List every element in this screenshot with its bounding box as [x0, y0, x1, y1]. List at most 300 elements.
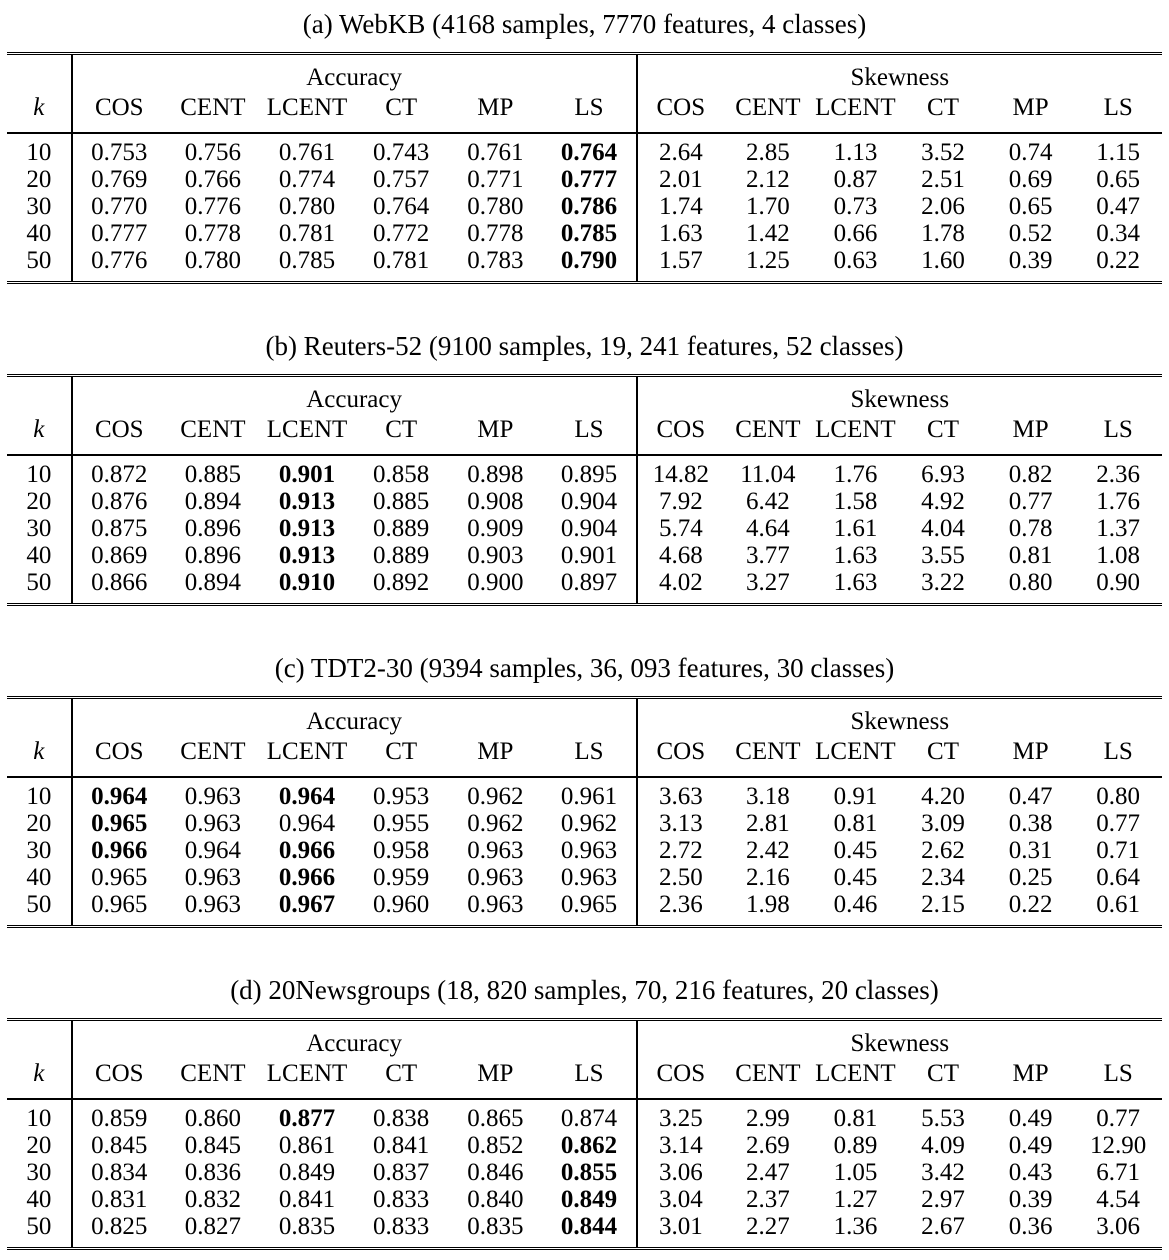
accuracy-cell: 0.849 [278, 1159, 336, 1186]
accuracy-cell: 0.898 [467, 461, 524, 488]
skewness-cell: 2.12 [746, 166, 790, 193]
skewness-cell: 0.46 [833, 891, 878, 918]
accuracy-cell: 0.876 [72, 488, 166, 515]
accuracy-cell: 0.743 [373, 139, 430, 166]
corner-cell [7, 698, 72, 738]
skewness-cell: 0.49 [1008, 1105, 1053, 1132]
table-row [7, 1186, 1162, 1213]
col-header-skewness-ct: CT [899, 415, 987, 455]
table-caption-tdt2-30: (c) TDT2-30 (9394 samples, 36, 093 features, 30 classes) [274, 653, 895, 683]
skewness-cell: 0.74 [1008, 139, 1053, 166]
table-row [7, 891, 1162, 927]
skewness-cell: 1.70 [746, 193, 790, 220]
col-header-skewness-lcent: LCENT [812, 415, 900, 455]
col-header-skewness-lcent: LCENT [812, 1059, 900, 1099]
col-header-accuracy-mp: MP [448, 1059, 542, 1099]
k-value-cell: 40 [26, 220, 52, 247]
accuracy-cell: 0.963 [467, 837, 524, 864]
col-header-skewness-cent: CENT [724, 93, 812, 133]
col-header-skewness-mp: MP [987, 1059, 1075, 1099]
skewness-cell: 1.63 [833, 542, 878, 569]
group-header-accuracy: Accuracy [72, 698, 637, 738]
skewness-cell: 1.76 [1096, 488, 1141, 515]
col-header-accuracy-cos: COS [72, 415, 166, 455]
col-header-skewness-ls: LS [1074, 1059, 1162, 1099]
accuracy-cell: 0.844 [560, 1213, 618, 1240]
accuracy-cell: 0.862 [560, 1132, 618, 1159]
accuracy-cell: 0.964 [72, 777, 166, 810]
accuracy-cell: 0.836 [184, 1159, 242, 1186]
skewness-cell: 0.81 [833, 810, 878, 837]
skewness-cell: 4.20 [921, 783, 965, 810]
accuracy-cell: 0.781 [373, 247, 430, 274]
accuracy-cell: 0.776 [72, 247, 166, 283]
accuracy-cell: 0.900 [467, 569, 524, 596]
col-header-accuracy-mp: MP [448, 737, 542, 777]
skewness-cell: 2.15 [921, 891, 965, 918]
skewness-cell: 0.63 [833, 247, 878, 274]
accuracy-cell: 0.834 [72, 1159, 166, 1186]
skewness-cell: 2.37 [746, 1186, 790, 1213]
skewness-cell: 0.45 [833, 837, 878, 864]
skewness-cell: 0.38 [1008, 810, 1053, 837]
skewness-cell: 1.74 [637, 193, 725, 220]
col-header-accuracy-cent: CENT [166, 737, 260, 777]
table-row [7, 810, 1162, 837]
k-value-cell: 40 [26, 1186, 52, 1213]
skewness-cell: 0.43 [1008, 1159, 1053, 1186]
skewness-cell: 0.66 [833, 220, 878, 247]
accuracy-cell: 0.885 [373, 488, 430, 515]
k-value-cell: 50 [26, 891, 52, 918]
results-table-webkb [7, 52, 1162, 284]
accuracy-cell: 0.866 [72, 569, 166, 605]
skewness-cell: 0.36 [1008, 1213, 1053, 1240]
skewness-cell: 0.69 [1008, 166, 1053, 193]
accuracy-cell: 0.869 [72, 542, 166, 569]
table-row [7, 542, 1162, 569]
group-header-row [7, 1020, 1162, 1060]
skewness-cell: 0.39 [1008, 247, 1053, 274]
accuracy-cell: 0.769 [72, 166, 166, 193]
skewness-cell: 3.06 [637, 1159, 725, 1186]
column-header-row [7, 737, 1162, 777]
accuracy-cell: 0.901 [278, 461, 336, 488]
skewness-cell: 6.42 [746, 488, 790, 515]
col-header-accuracy-ls: LS [542, 737, 636, 777]
skewness-cell: 0.25 [1008, 864, 1053, 891]
accuracy-cell: 0.913 [278, 542, 336, 569]
accuracy-cell: 0.910 [278, 569, 336, 596]
accuracy-cell: 0.965 [72, 864, 166, 891]
accuracy-cell: 0.783 [467, 247, 524, 274]
skewness-cell: 3.04 [637, 1186, 725, 1213]
results-table-20newsgroups [7, 1018, 1162, 1250]
skewness-cell: 1.60 [921, 247, 965, 274]
group-header-accuracy: Accuracy [72, 1020, 637, 1060]
accuracy-cell: 0.790 [560, 247, 618, 274]
accuracy-cell: 0.904 [560, 515, 618, 542]
accuracy-cell: 0.889 [373, 515, 430, 542]
table-row [7, 1099, 1162, 1132]
accuracy-cell: 0.892 [373, 569, 430, 596]
accuracy-cell: 0.965 [560, 891, 618, 918]
skewness-cell: 4.09 [921, 1132, 965, 1159]
col-header-accuracy-ct: CT [354, 1059, 448, 1099]
skewness-cell: 0.81 [833, 1105, 878, 1132]
accuracy-cell: 0.955 [373, 810, 430, 837]
col-header-accuracy-mp: MP [448, 415, 542, 455]
table-row [7, 1213, 1162, 1249]
col-header-accuracy-lcent: LCENT [260, 93, 354, 133]
accuracy-cell: 0.840 [467, 1186, 524, 1213]
accuracy-cell: 0.961 [560, 783, 618, 810]
accuracy-cell: 0.838 [373, 1105, 430, 1132]
col-header-skewness-cos: COS [637, 415, 725, 455]
table-row [7, 1159, 1162, 1186]
table-section-tdt2-30 [7, 652, 1162, 928]
skewness-cell: 3.14 [637, 1132, 725, 1159]
col-header-accuracy-ls: LS [542, 415, 636, 455]
skewness-cell: 14.82 [637, 455, 725, 488]
col-header-skewness-mp: MP [987, 415, 1075, 455]
group-header-skewness: Skewness [637, 698, 1162, 738]
table-row [7, 569, 1162, 605]
table-section-webkb [7, 8, 1162, 284]
skewness-cell: 2.36 [637, 891, 725, 927]
accuracy-cell: 0.781 [278, 220, 336, 247]
accuracy-cell: 0.904 [560, 488, 618, 515]
corner-cell [7, 54, 72, 94]
accuracy-cell: 0.965 [72, 891, 166, 927]
accuracy-cell: 0.963 [560, 837, 618, 864]
col-header-accuracy-cent: CENT [166, 1059, 260, 1099]
skewness-cell: 4.68 [637, 542, 725, 569]
accuracy-cell: 0.963 [467, 864, 524, 891]
accuracy-cell: 0.761 [467, 139, 524, 166]
accuracy-cell: 0.855 [560, 1159, 618, 1186]
skewness-cell: 4.54 [1096, 1186, 1141, 1213]
skewness-cell: 1.58 [833, 488, 878, 515]
col-header-skewness-ct: CT [899, 737, 987, 777]
skewness-cell: 0.91 [833, 783, 878, 810]
accuracy-cell: 0.780 [184, 247, 242, 274]
table-caption-webkb: (a) WebKB (4168 samples, 7770 features, 4 classes) [302, 9, 867, 39]
accuracy-cell: 0.771 [467, 166, 524, 193]
accuracy-cell: 0.778 [467, 220, 524, 247]
group-header-row [7, 54, 1162, 94]
k-value-cell: 50 [26, 247, 52, 274]
accuracy-cell: 0.963 [560, 864, 618, 891]
skewness-cell: 1.25 [746, 247, 790, 274]
skewness-cell: 0.71 [1096, 837, 1141, 864]
accuracy-cell: 0.858 [373, 461, 430, 488]
skewness-cell: 0.52 [1008, 220, 1053, 247]
skewness-cell: 2.06 [921, 193, 965, 220]
col-header-skewness-ls: LS [1074, 93, 1162, 133]
corner-cell [7, 1020, 72, 1060]
k-value-cell: 40 [26, 542, 52, 569]
accuracy-cell: 0.774 [278, 166, 336, 193]
table-row [7, 837, 1162, 864]
accuracy-cell: 0.963 [184, 810, 242, 837]
accuracy-cell: 0.960 [373, 891, 430, 918]
col-header-accuracy-cos: COS [72, 737, 166, 777]
accuracy-cell: 0.778 [184, 220, 242, 247]
accuracy-cell: 0.966 [278, 864, 336, 891]
skewness-cell: 3.55 [921, 542, 965, 569]
accuracy-cell: 0.963 [467, 891, 524, 918]
table-row [7, 455, 1162, 488]
col-header-k: k [7, 93, 72, 133]
accuracy-cell: 0.872 [72, 455, 166, 488]
accuracy-cell: 0.835 [278, 1213, 336, 1240]
skewness-cell: 0.89 [833, 1132, 878, 1159]
accuracy-cell: 0.757 [373, 166, 430, 193]
skewness-cell: 1.27 [833, 1186, 878, 1213]
skewness-cell: 6.71 [1096, 1159, 1141, 1186]
accuracy-cell: 0.966 [72, 837, 166, 864]
skewness-cell: 3.63 [637, 777, 725, 810]
accuracy-cell: 0.761 [278, 139, 336, 166]
accuracy-cell: 0.964 [278, 810, 336, 837]
accuracy-cell: 0.903 [467, 542, 524, 569]
skewness-cell: 1.57 [637, 247, 725, 283]
group-header-skewness: Skewness [637, 376, 1162, 416]
accuracy-cell: 0.865 [467, 1105, 524, 1132]
skewness-cell: 4.92 [921, 488, 965, 515]
accuracy-cell: 0.776 [184, 193, 242, 220]
skewness-cell: 0.77 [1096, 810, 1141, 837]
skewness-cell: 1.05 [833, 1159, 878, 1186]
table-section-reuters52 [7, 330, 1162, 606]
accuracy-cell: 0.965 [72, 810, 166, 837]
accuracy-cell: 0.962 [467, 783, 524, 810]
accuracy-cell: 0.832 [184, 1186, 242, 1213]
accuracy-cell: 0.852 [467, 1132, 524, 1159]
skewness-cell: 2.50 [637, 864, 725, 891]
k-value-cell: 10 [26, 783, 52, 810]
skewness-cell: 3.42 [921, 1159, 965, 1186]
k-value-cell: 20 [26, 1132, 52, 1159]
k-value-cell: 30 [26, 193, 52, 220]
accuracy-cell: 0.967 [278, 891, 336, 918]
accuracy-cell: 0.786 [560, 193, 618, 220]
skewness-cell: 0.77 [1096, 1105, 1141, 1132]
col-header-skewness-cent: CENT [724, 1059, 812, 1099]
k-value-cell: 10 [26, 1105, 52, 1132]
skewness-cell: 0.65 [1008, 193, 1053, 220]
skewness-cell: 3.52 [921, 139, 965, 166]
accuracy-cell: 0.833 [373, 1186, 430, 1213]
skewness-cell: 3.13 [637, 810, 725, 837]
accuracy-cell: 0.889 [373, 542, 430, 569]
accuracy-cell: 0.780 [278, 193, 336, 220]
group-header-row [7, 376, 1162, 416]
skewness-cell: 2.72 [637, 837, 725, 864]
skewness-cell: 1.78 [921, 220, 965, 247]
col-header-skewness-lcent: LCENT [812, 93, 900, 133]
table-row [7, 777, 1162, 810]
accuracy-cell: 0.896 [184, 542, 242, 569]
skewness-cell: 2.16 [746, 864, 790, 891]
skewness-cell: 6.93 [921, 461, 965, 488]
skewness-cell: 0.31 [1008, 837, 1053, 864]
accuracy-cell: 0.964 [278, 783, 336, 810]
k-value-cell: 20 [26, 166, 52, 193]
table-row [7, 220, 1162, 247]
skewness-cell: 2.42 [746, 837, 790, 864]
accuracy-cell: 0.764 [373, 193, 430, 220]
accuracy-cell: 0.962 [560, 810, 618, 837]
col-header-accuracy-lcent: LCENT [260, 737, 354, 777]
col-header-accuracy-ct: CT [354, 415, 448, 455]
accuracy-cell: 0.913 [278, 515, 336, 542]
column-header-row [7, 415, 1162, 455]
accuracy-cell: 0.964 [184, 837, 242, 864]
col-header-skewness-cos: COS [637, 737, 725, 777]
accuracy-cell: 0.963 [184, 891, 242, 918]
k-value-cell: 50 [26, 569, 52, 596]
skewness-cell: 0.22 [1096, 247, 1141, 274]
skewness-cell: 0.81 [1008, 542, 1053, 569]
table-row [7, 133, 1162, 166]
skewness-cell: 3.77 [746, 542, 790, 569]
accuracy-cell: 0.963 [184, 783, 242, 810]
accuracy-cell: 0.896 [184, 515, 242, 542]
skewness-cell: 2.69 [746, 1132, 790, 1159]
skewness-cell: 2.62 [921, 837, 965, 864]
k-value-cell: 10 [26, 461, 52, 488]
col-header-accuracy-ls: LS [542, 1059, 636, 1099]
accuracy-cell: 0.825 [72, 1213, 166, 1249]
skewness-cell: 2.27 [746, 1213, 790, 1240]
k-value-cell: 20 [26, 488, 52, 515]
group-header-skewness: Skewness [637, 1020, 1162, 1060]
table-row [7, 193, 1162, 220]
skewness-cell: 2.51 [921, 166, 965, 193]
skewness-cell: 3.06 [1096, 1213, 1141, 1240]
skewness-cell: 3.18 [746, 783, 790, 810]
skewness-cell: 2.34 [921, 864, 965, 891]
accuracy-cell: 0.859 [72, 1099, 166, 1132]
col-header-skewness-cos: COS [637, 93, 725, 133]
skewness-cell: 3.27 [746, 569, 790, 596]
k-value-cell: 30 [26, 1159, 52, 1186]
k-value-cell: 20 [26, 810, 52, 837]
skewness-cell: 1.98 [746, 891, 790, 918]
table-caption-20newsgroups: (d) 20Newsgroups (18, 820 samples, 70, 216 features, 20 classes) [230, 975, 939, 1005]
k-value-cell: 50 [26, 1213, 52, 1240]
accuracy-cell: 0.785 [560, 220, 618, 247]
skewness-cell: 3.22 [921, 569, 965, 596]
col-header-k: k [7, 415, 72, 455]
col-header-k: k [7, 737, 72, 777]
skewness-cell: 11.04 [740, 461, 796, 488]
col-header-skewness-cent: CENT [724, 415, 812, 455]
skewness-cell: 5.53 [921, 1105, 965, 1132]
col-header-accuracy-cent: CENT [166, 415, 260, 455]
skewness-cell: 0.45 [833, 864, 878, 891]
col-header-accuracy-cos: COS [72, 1059, 166, 1099]
accuracy-cell: 0.831 [72, 1186, 166, 1213]
accuracy-cell: 0.953 [373, 783, 430, 810]
skewness-cell: 2.85 [746, 139, 790, 166]
col-header-accuracy-cos: COS [72, 93, 166, 133]
col-header-skewness-ct: CT [899, 93, 987, 133]
skewness-cell: 0.22 [1008, 891, 1053, 918]
group-header-accuracy: Accuracy [72, 54, 637, 94]
table-row [7, 515, 1162, 542]
skewness-cell: 2.81 [746, 810, 790, 837]
accuracy-cell: 0.885 [184, 461, 242, 488]
accuracy-cell: 0.894 [184, 569, 242, 596]
group-header-row [7, 698, 1162, 738]
skewness-cell: 0.73 [833, 193, 878, 220]
accuracy-cell: 0.963 [184, 864, 242, 891]
skewness-cell: 1.76 [833, 461, 878, 488]
col-header-skewness-mp: MP [987, 737, 1075, 777]
accuracy-cell: 0.913 [278, 488, 336, 515]
accuracy-cell: 0.958 [373, 837, 430, 864]
skewness-cell: 2.01 [637, 166, 725, 193]
accuracy-cell: 0.770 [72, 193, 166, 220]
skewness-cell: 2.36 [1096, 461, 1141, 488]
accuracy-cell: 0.877 [278, 1105, 336, 1132]
accuracy-cell: 0.766 [184, 166, 242, 193]
accuracy-cell: 0.837 [373, 1159, 430, 1186]
col-header-accuracy-lcent: LCENT [260, 415, 354, 455]
skewness-cell: 3.25 [637, 1099, 725, 1132]
accuracy-cell: 0.777 [560, 166, 618, 193]
skewness-cell: 1.63 [833, 569, 878, 596]
skewness-cell: 2.97 [921, 1186, 965, 1213]
accuracy-cell: 0.901 [560, 542, 618, 569]
skewness-cell: 0.78 [1008, 515, 1053, 542]
accuracy-cell: 0.909 [467, 515, 524, 542]
accuracy-cell: 0.785 [278, 247, 336, 274]
skewness-cell: 0.77 [1008, 488, 1053, 515]
col-header-skewness-cent: CENT [724, 737, 812, 777]
skewness-cell: 4.64 [746, 515, 790, 542]
col-header-skewness-lcent: LCENT [812, 737, 900, 777]
skewness-cell: 2.64 [637, 133, 725, 166]
corner-cell [7, 376, 72, 416]
accuracy-cell: 0.841 [278, 1186, 336, 1213]
skewness-cell: 0.80 [1096, 783, 1141, 810]
skewness-cell: 1.08 [1096, 542, 1141, 569]
group-header-skewness: Skewness [637, 54, 1162, 94]
accuracy-cell: 0.894 [184, 488, 242, 515]
accuracy-cell: 0.897 [560, 569, 618, 596]
col-header-k: k [7, 1059, 72, 1099]
skewness-cell: 0.47 [1096, 193, 1141, 220]
accuracy-cell: 0.835 [467, 1213, 524, 1240]
accuracy-cell: 0.966 [278, 837, 336, 864]
skewness-cell: 0.34 [1096, 220, 1141, 247]
table-section-20newsgroups [7, 974, 1162, 1250]
group-header-accuracy: Accuracy [72, 376, 637, 416]
k-value-cell: 30 [26, 837, 52, 864]
accuracy-cell: 0.833 [373, 1213, 430, 1240]
skewness-cell: 0.90 [1096, 569, 1141, 596]
accuracy-cell: 0.756 [184, 139, 242, 166]
col-header-accuracy-lcent: LCENT [260, 1059, 354, 1099]
skewness-cell: 0.47 [1008, 783, 1053, 810]
skewness-cell: 2.47 [746, 1159, 790, 1186]
col-header-accuracy-ls: LS [542, 93, 636, 133]
col-header-skewness-mp: MP [987, 93, 1075, 133]
